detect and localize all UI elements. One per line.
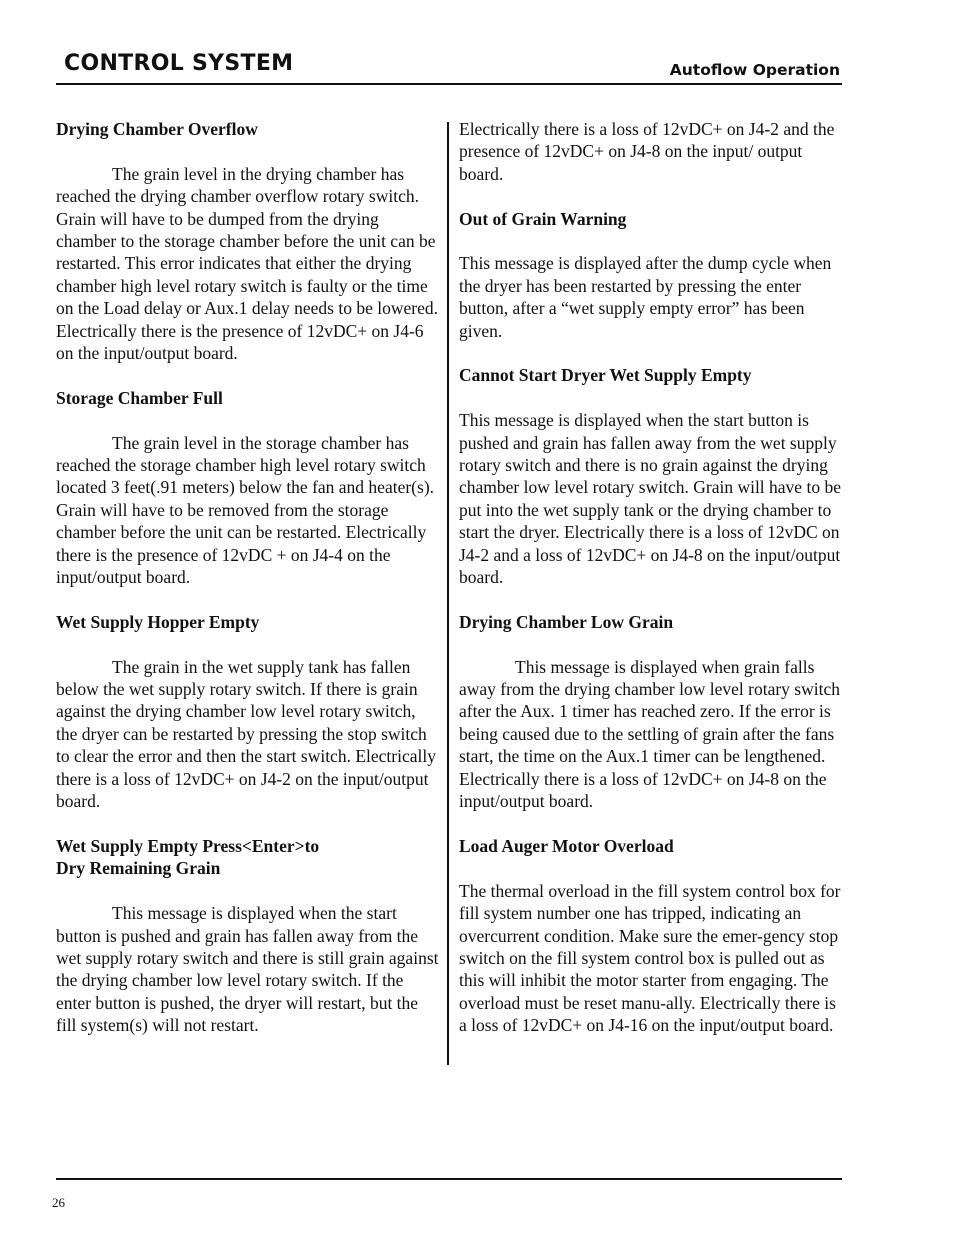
section-body: This message is displayed when grain falls away from the drying chamber low level rotary switch after the Aux. 1 timer has reached zero. If the error is being caused due to the settling of grain after the fans start, the time on the Aux.1 timer can be lengthened. Electrically there is a loss of 12vDC+ on J4-8 on the input/output board. (459, 656, 840, 812)
column-divider (447, 122, 449, 1065)
section-body: Electrically there is a loss of 12vDC+ on J4-2 and the presence of 12vDC+ on J4-8 on the input/ output board. (459, 119, 835, 184)
section-drying-chamber-overflow (56, 118, 441, 364)
page-title: CONTROL SYSTEM (64, 51, 294, 76)
section-wet-supply-empty-press-enter (56, 835, 441, 1037)
section-body: This message is displayed when the start button is pushed and grain has fallen away from the wet supply rotary switch and there is no grain against the drying chamber low level rotary switch. Grain will have to be put into the wet supply tank or the drying chamber to start the dryer. Electrically there is a loss of 12vDC on J4-2 and a loss of 12vDC+ on J4-8 on the input/output board. (459, 410, 841, 588)
section-heading: Out of Grain Warning (459, 208, 627, 229)
header-divider (56, 83, 842, 85)
section-body: This message is displayed when the start button is pushed and grain has fallen away from the wet supply rotary switch and there is still grain against the drying chamber low level rotary switch. If the enter button is pushed, the dryer will restart, but the fill system(s) will not restart. (56, 903, 439, 1036)
section-heading: Cannot Start Dryer Wet Supply Empty (459, 365, 752, 386)
section-body: The grain level in the storage chamber has reached the storage chamber high level rotary switch located 3 feet(.91 meters) below the fan and heater(s). Grain will have to be removed from the storage chamber before the unit can be restarted. Electrically there is the presence of 12vDC + on J4-4 on the input/output board. (56, 432, 435, 588)
left-column (56, 118, 441, 1059)
section-out-of-grain-warning (459, 208, 842, 342)
section-heading: Storage Chamber Full (56, 387, 223, 408)
section-load-auger-motor-overload (459, 835, 842, 1037)
right-column (459, 118, 842, 1059)
section-body: The grain level in the drying chamber has reached the drying chamber overflow rotary switch. Grain will have to be dumped from the drying chamber to the storage chamber before the unit can be restarted. This error indicates that either the drying chamber high level rotary switch is faulty or the time on the Load delay or Aux.1 delay needs to be lowered. Electrically there is the presence of 12vDC+ on J4-6 on the input/output board. (56, 163, 438, 364)
section-body: The thermal overload in the fill system control box for fill system number one has tripped, indicating an overcurrent condition. Make sure the emer-gency stop switch on the fill system control box is pulled out as this will inhibit the motor starter from engaging. The overload must be reset manu-ally. Electrically there is a loss of 12vDC+ on J4-16 on the input/output board. (459, 880, 841, 1036)
continuation-paragraph (459, 118, 842, 185)
section-wet-supply-hopper-empty (56, 611, 441, 813)
section-heading (56, 835, 441, 880)
section-heading: Drying Chamber Overflow (56, 119, 258, 139)
section-heading: Load Auger Motor Overload (459, 835, 674, 856)
section-heading-line-1: Wet Supply Empty Press<Enter>to (56, 835, 320, 856)
section-body: The grain in the wet supply tank has fallen below the wet supply rotary switch. If there is grain against the drying chamber low level rotary switch, the dryer can be restarted by pressing the stop switch to clear the error and then the start switch. Electrically there is a loss of 12vDC+ on J4-2 on the input/output board. (56, 656, 436, 812)
page-number: 26 (52, 1195, 65, 1210)
footer-divider (56, 1178, 842, 1180)
section-heading: Wet Supply Hopper Empty (56, 611, 260, 632)
section-drying-chamber-low-grain (459, 611, 842, 813)
section-cannot-start-dryer (459, 364, 842, 588)
section-body: This message is displayed after the dump cycle when the dryer has been restarted by pressing the enter button, after a “wet supply empty error” has been given. (459, 253, 832, 341)
section-heading: Drying Chamber Low Grain (459, 611, 674, 632)
section-heading-line-2: Dry Remaining Grain (56, 858, 221, 879)
section-storage-chamber-full (56, 387, 441, 589)
section-subtitle: Autoflow Operation (669, 61, 840, 79)
